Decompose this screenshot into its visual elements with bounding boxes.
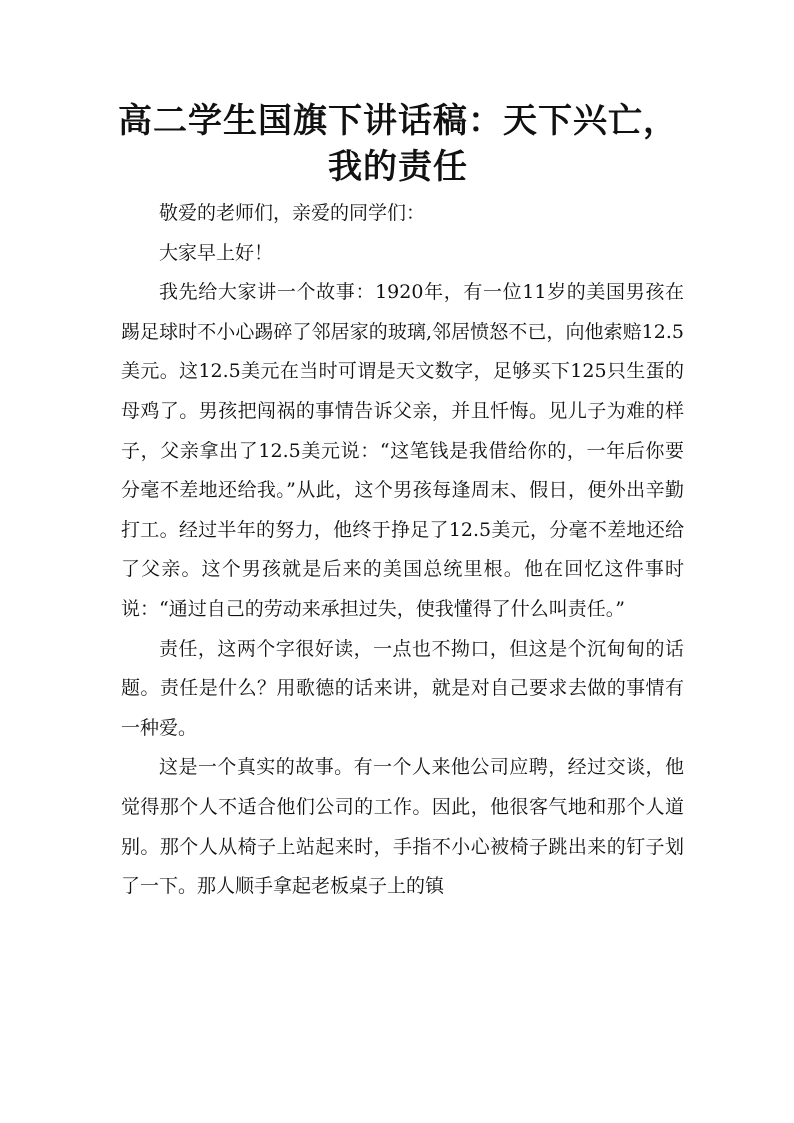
paragraph-reagan-story: 我先给大家讲一个故事：1920年，有一位11岁的美国男孩在踢足球时不小心踢碎了邻居家的玻璃,邻居愤怒不已，向他索赔12.5美元。这12.5美元在当时可谓是天文数字，足够买下125只生蛋的母鸡了。男孩把闯祸的事情告诉父亲，并且忏悔。见儿子为难的样子，父亲拿出了12.5美元说：“这笔钱是我借给你的，一年后你要分毫不差地还给我。”从此，这个男孩每逢周末、假日，便外出辛勤打工。经过半年的努力，他终于挣足了12.5美元，分毫不差地还给了父亲。这个男孩就是后来的美国总统里根。他在回忆这件事时说：“通过自己的劳动来承担过失，使我懂得了什么叫责任。” bbox=[121, 281, 684, 620]
paragraph-salutation: 敬爱的老师们，亲爱的同学们： bbox=[159, 202, 426, 224]
page-title: 高二学生国旗下讲话稿：天下兴亡，我的责任 bbox=[118, 101, 678, 187]
paragraph-responsibility: 责任，这两个字很好读，一点也不拗口，但这是个沉甸甸的话题。责任是什么？用歌德的话来讲，就是对自己要求去做的事情有一种爱。 bbox=[121, 637, 684, 739]
document-body bbox=[121, 194, 684, 907]
paragraph-greeting: 大家早上好！ bbox=[159, 241, 274, 264]
paragraph-true-story: 这是一个真实的故事。有一个人来他公司应聘，经过交谈，他觉得那个人不适合他们公司的工作。因此，他很客气地和那个人道别。那个人从椅子上站起来时，手指不小心被椅子跳出来的钉子划了一下。那人顺手拿起老板桌子上的镇 bbox=[121, 756, 684, 898]
